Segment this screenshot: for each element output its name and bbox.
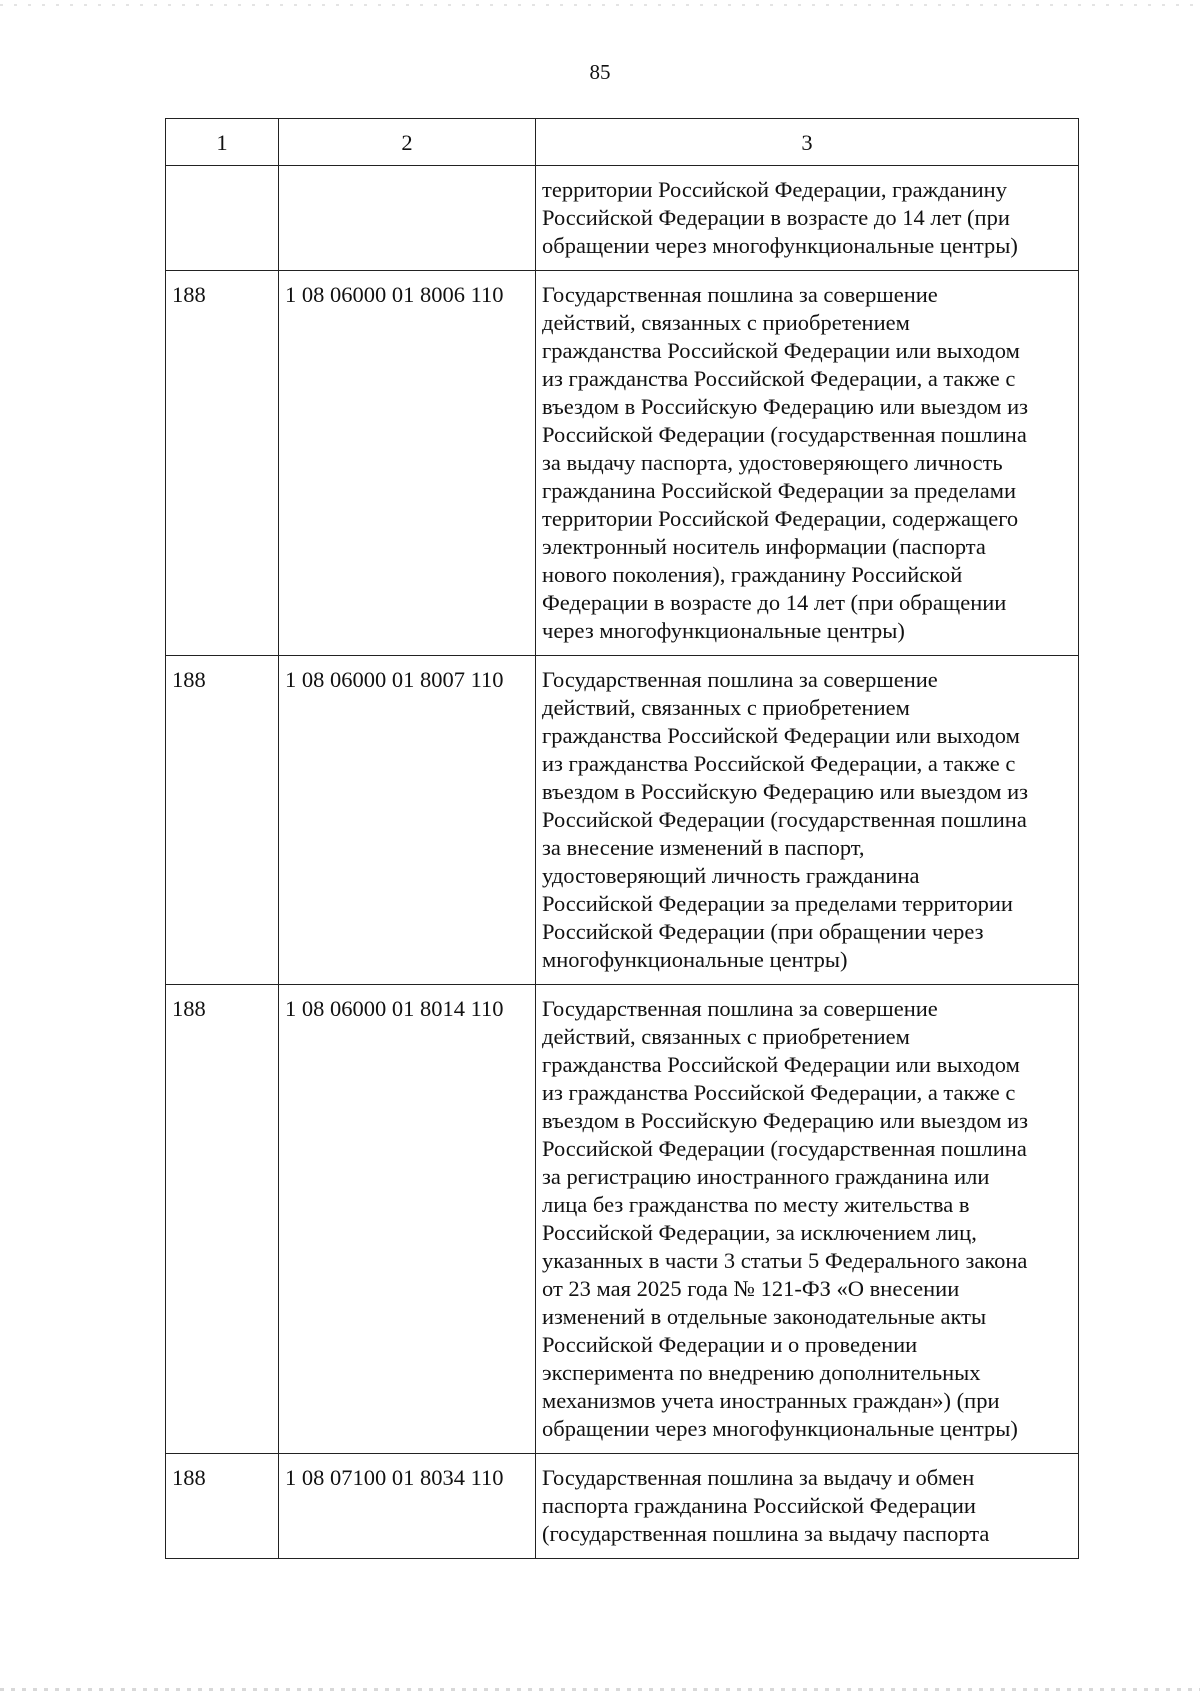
- description-line: территории Российской Федерации, гражданину: [542, 177, 1007, 202]
- description-cell: [536, 985, 1079, 1454]
- description-line: нового поколения), гражданину Российской: [542, 562, 963, 587]
- description-line: из гражданства Российской Федерации, а также с: [542, 751, 1016, 776]
- description-line: механизмов учета иностранных граждан») (при: [542, 1388, 1000, 1413]
- column-header-1: 1: [166, 119, 279, 166]
- description-line: Российской Федерации в возрасте до 14 лет (при: [542, 205, 1010, 230]
- scan-artifact-top: [0, 4, 1200, 6]
- description-line: из гражданства Российской Федерации, а также с: [542, 366, 1016, 391]
- table-body: [166, 166, 1079, 1559]
- description-line: указанных в части 3 статьи 5 Федерального закона: [542, 1248, 1028, 1273]
- budget-codes-table: [165, 118, 1079, 1559]
- description-line: Федерации в возрасте до 14 лет (при обращении: [542, 590, 1007, 615]
- admin-code-cell: [166, 166, 279, 271]
- admin-code-cell: 188: [166, 271, 279, 656]
- table-header-row: [166, 119, 1079, 166]
- description-line: за регистрацию иностранного гражданина или: [542, 1164, 990, 1189]
- table-row: [166, 656, 1079, 985]
- description-line: Государственная пошлина за совершение: [542, 996, 938, 1021]
- description-line: эксперимента по внедрению дополнительных: [542, 1360, 981, 1385]
- description-cell: [536, 1454, 1079, 1559]
- description-line: Российской Федерации (государственная пошлина: [542, 1136, 1027, 1161]
- admin-code-cell: 188: [166, 1454, 279, 1559]
- description-line: гражданства Российской Федерации или выходом: [542, 723, 1020, 748]
- description-line: обращении через многофункциональные центры): [542, 1416, 1018, 1441]
- description-line: паспорта гражданина Российской Федерации: [542, 1493, 976, 1518]
- description-line: многофункциональные центры): [542, 947, 848, 972]
- description-line: Российской Федерации и о проведении: [542, 1332, 918, 1357]
- description-line: Государственная пошлина за выдачу и обмен: [542, 1465, 975, 1490]
- description-line: Российской Федерации (при обращении через: [542, 919, 984, 944]
- description-line: территории Российской Федерации, содержащего: [542, 506, 1019, 531]
- description-line: изменений в отдельные законодательные акты: [542, 1304, 987, 1329]
- description-line: гражданства Российской Федерации или выходом: [542, 338, 1020, 363]
- admin-code-cell: 188: [166, 656, 279, 985]
- description-line: Российской Федерации за пределами территории: [542, 891, 1013, 916]
- column-header-3: 3: [536, 119, 1079, 166]
- description-line: удостоверяющий личность гражданина: [542, 863, 920, 888]
- table-row: [166, 985, 1079, 1454]
- description-line: лица без гражданства по месту жительства в: [542, 1192, 970, 1217]
- table-row: [166, 1454, 1079, 1559]
- description-line: (государственная пошлина за выдачу паспорта: [542, 1521, 990, 1546]
- description-line: через многофункциональные центры): [542, 618, 905, 643]
- description-line: из гражданства Российской Федерации, а также с: [542, 1080, 1016, 1105]
- description-line: за выдачу паспорта, удостоверяющего личность: [542, 450, 1003, 475]
- budget-code-cell: 1 08 06000 01 8014 110: [279, 985, 536, 1454]
- description-line: Российской Федерации, за исключением лиц,: [542, 1220, 977, 1245]
- description-line: въездом в Российскую Федерацию или выездом из: [542, 779, 1029, 804]
- description-line: гражданина Российской Федерации за пределами: [542, 478, 1016, 503]
- description-line: за внесение изменений в паспорт,: [542, 835, 865, 860]
- budget-code-cell: 1 08 06000 01 8007 110: [279, 656, 536, 985]
- budget-code-cell: 1 08 06000 01 8006 110: [279, 271, 536, 656]
- description-line: въездом в Российскую Федерацию или выездом из: [542, 1108, 1029, 1133]
- description-line: Государственная пошлина за совершение: [542, 282, 938, 307]
- budget-code-cell: [279, 166, 536, 271]
- description-line: Государственная пошлина за совершение: [542, 667, 938, 692]
- page-number: 85: [589, 60, 611, 84]
- budget-code-cell: 1 08 07100 01 8034 110: [279, 1454, 536, 1559]
- description-cell: [536, 271, 1079, 656]
- table-row: [166, 166, 1079, 271]
- description-line: от 23 мая 2025 года № 121-ФЗ «О внесении: [542, 1276, 960, 1301]
- description-line: действий, связанных с приобретением: [542, 310, 910, 335]
- admin-code-cell: 188: [166, 985, 279, 1454]
- description-line: действий, связанных с приобретением: [542, 1024, 910, 1049]
- table-row: [166, 271, 1079, 656]
- description-line: въездом в Российскую Федерацию или выездом из: [542, 394, 1029, 419]
- description-line: действий, связанных с приобретением: [542, 695, 910, 720]
- description-line: Российской Федерации (государственная пошлина: [542, 807, 1027, 832]
- description-line: Российской Федерации (государственная пошлина: [542, 422, 1027, 447]
- scan-artifact-bottom: [0, 1688, 1200, 1691]
- description-cell: [536, 166, 1079, 271]
- description-line: гражданства Российской Федерации или выходом: [542, 1052, 1020, 1077]
- description-line: обращении через многофункциональные центры): [542, 233, 1018, 258]
- description-cell: [536, 656, 1079, 985]
- description-line: электронный носитель информации (паспорта: [542, 534, 986, 559]
- column-header-2: 2: [279, 119, 536, 166]
